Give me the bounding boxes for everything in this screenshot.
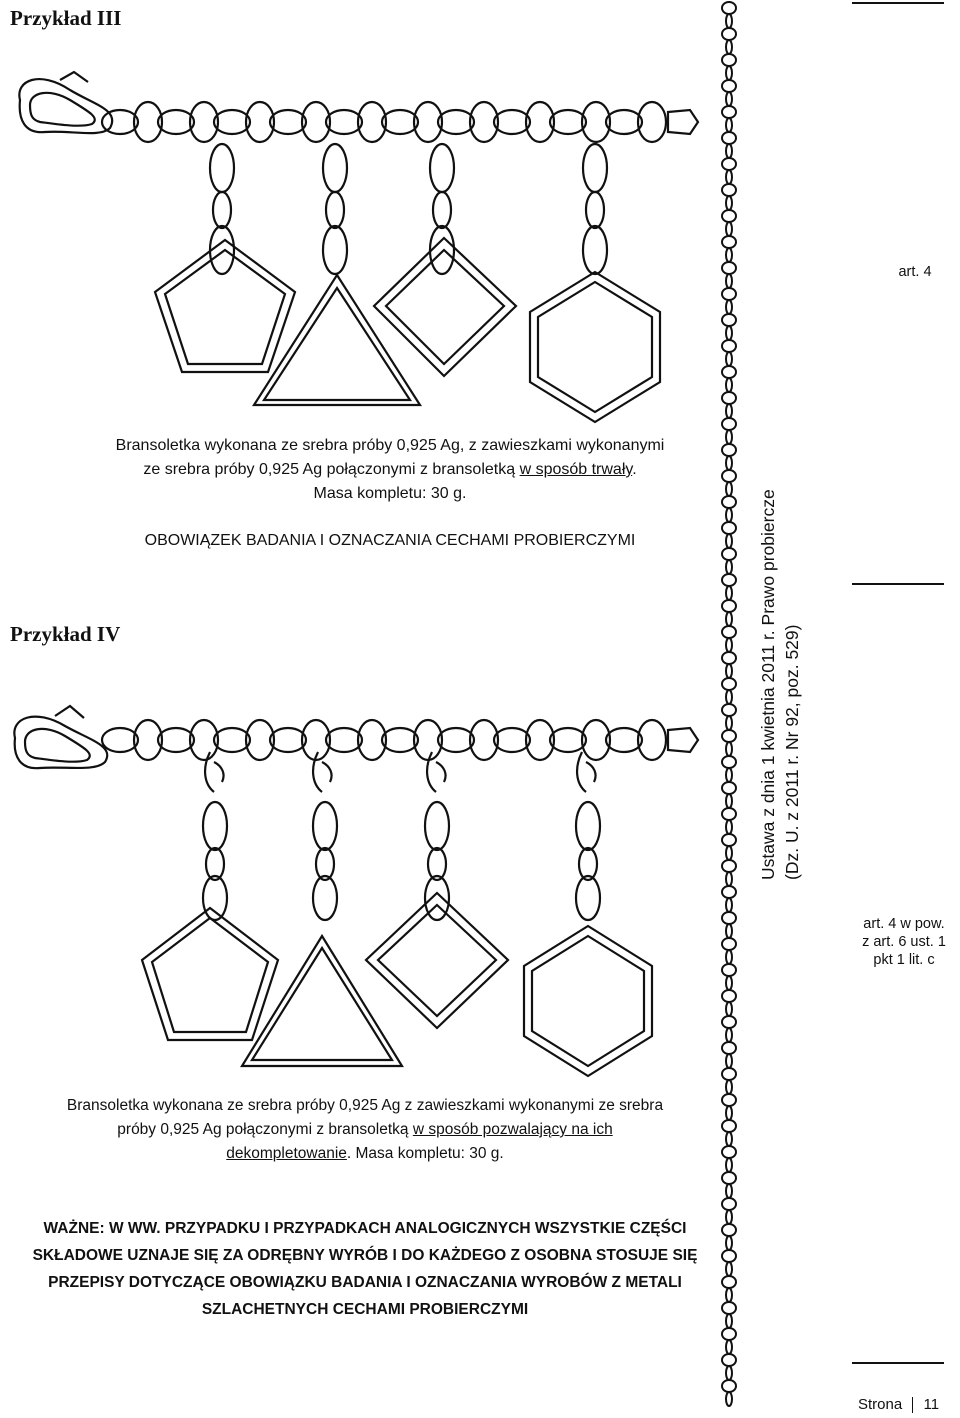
warning-line-2: SKŁADOWE UZNAJE SIĘ ZA ODRĘBNY WYRÓB I DO KAŻDEGO Z OSOBNA STOSUJE SIĘ xyxy=(32,1247,698,1264)
law-title-line-2: (Dz. U. z 2011 r. Nr 92, poz. 529) xyxy=(782,624,802,880)
obligation-heading: OBOWIĄZEK BADANIA I OZNACZANIA CECHAMI PROBIERCZYMI xyxy=(144,532,636,549)
footer-label: Strona xyxy=(858,1396,903,1413)
decorative-chain-border xyxy=(714,0,744,1418)
example-3-caption-line-2: ze srebra próby 0,925 Ag połączonymi z bransoletką w sposób trwały. xyxy=(143,461,637,478)
warning-line-1: WAŻNE: W WW. PRZYPADKU I PRZYPADKACH ANALOGICZNYCH WSZYSTKIE CZĘŚCI xyxy=(43,1220,687,1237)
margin-ref-art-4: art. 4 xyxy=(898,264,932,280)
warning-line-3: PRZEPISY DOTYCZĄCE OBOWIĄZKU BADANIA I OZNACZANIA WYROBÓW Z METALI xyxy=(48,1274,682,1291)
margin-rule-middle xyxy=(852,583,944,585)
bracelet-illustration-example-3 xyxy=(0,60,710,480)
warning-line-4: SZLACHETNYCH CECHAMI PROBIERCZYMI xyxy=(201,1301,529,1318)
page-number: 11 xyxy=(923,1396,940,1413)
example-4-heading: Przykład IV xyxy=(10,622,121,646)
bracelet-illustration-example-4 xyxy=(0,688,710,1088)
example-4-caption xyxy=(0,1094,730,1166)
page-footer xyxy=(858,1396,939,1413)
example-4-caption-line-2: próby 0,925 Ag połączonymi z bransoletką w sposób pozwalający na ich xyxy=(117,1121,613,1138)
example-3-caption-line-1: Bransoletka wykonana ze srebra próby 0,925 Ag, z zawieszkami wykonanymi xyxy=(115,437,665,454)
example-3-heading: Przykład III xyxy=(10,6,122,30)
margin-ref-art-4-w-pow: art. 4 w pow. z art. 6 ust. 1 pkt 1 lit. c xyxy=(862,916,946,968)
example-3-caption-line-3: Masa kompletu: 30 g. xyxy=(313,485,467,502)
example-4-caption-line-3: dekompletowanie. Masa kompletu: 30 g. xyxy=(226,1145,504,1162)
margin-rule-bottom xyxy=(852,1362,944,1364)
example-4-caption-line-1: Bransoletka wykonana ze srebra próby 0,925 Ag z zawieszkami wykonanymi ze srebra xyxy=(66,1097,664,1114)
law-title xyxy=(756,280,804,880)
example-3-caption xyxy=(60,434,720,506)
warning-note xyxy=(0,1215,730,1323)
margin-rule-top xyxy=(852,2,944,4)
law-title-line-1: Ustawa z dnia 1 kwietnia 2011 r. Prawo probiercze xyxy=(758,489,778,880)
